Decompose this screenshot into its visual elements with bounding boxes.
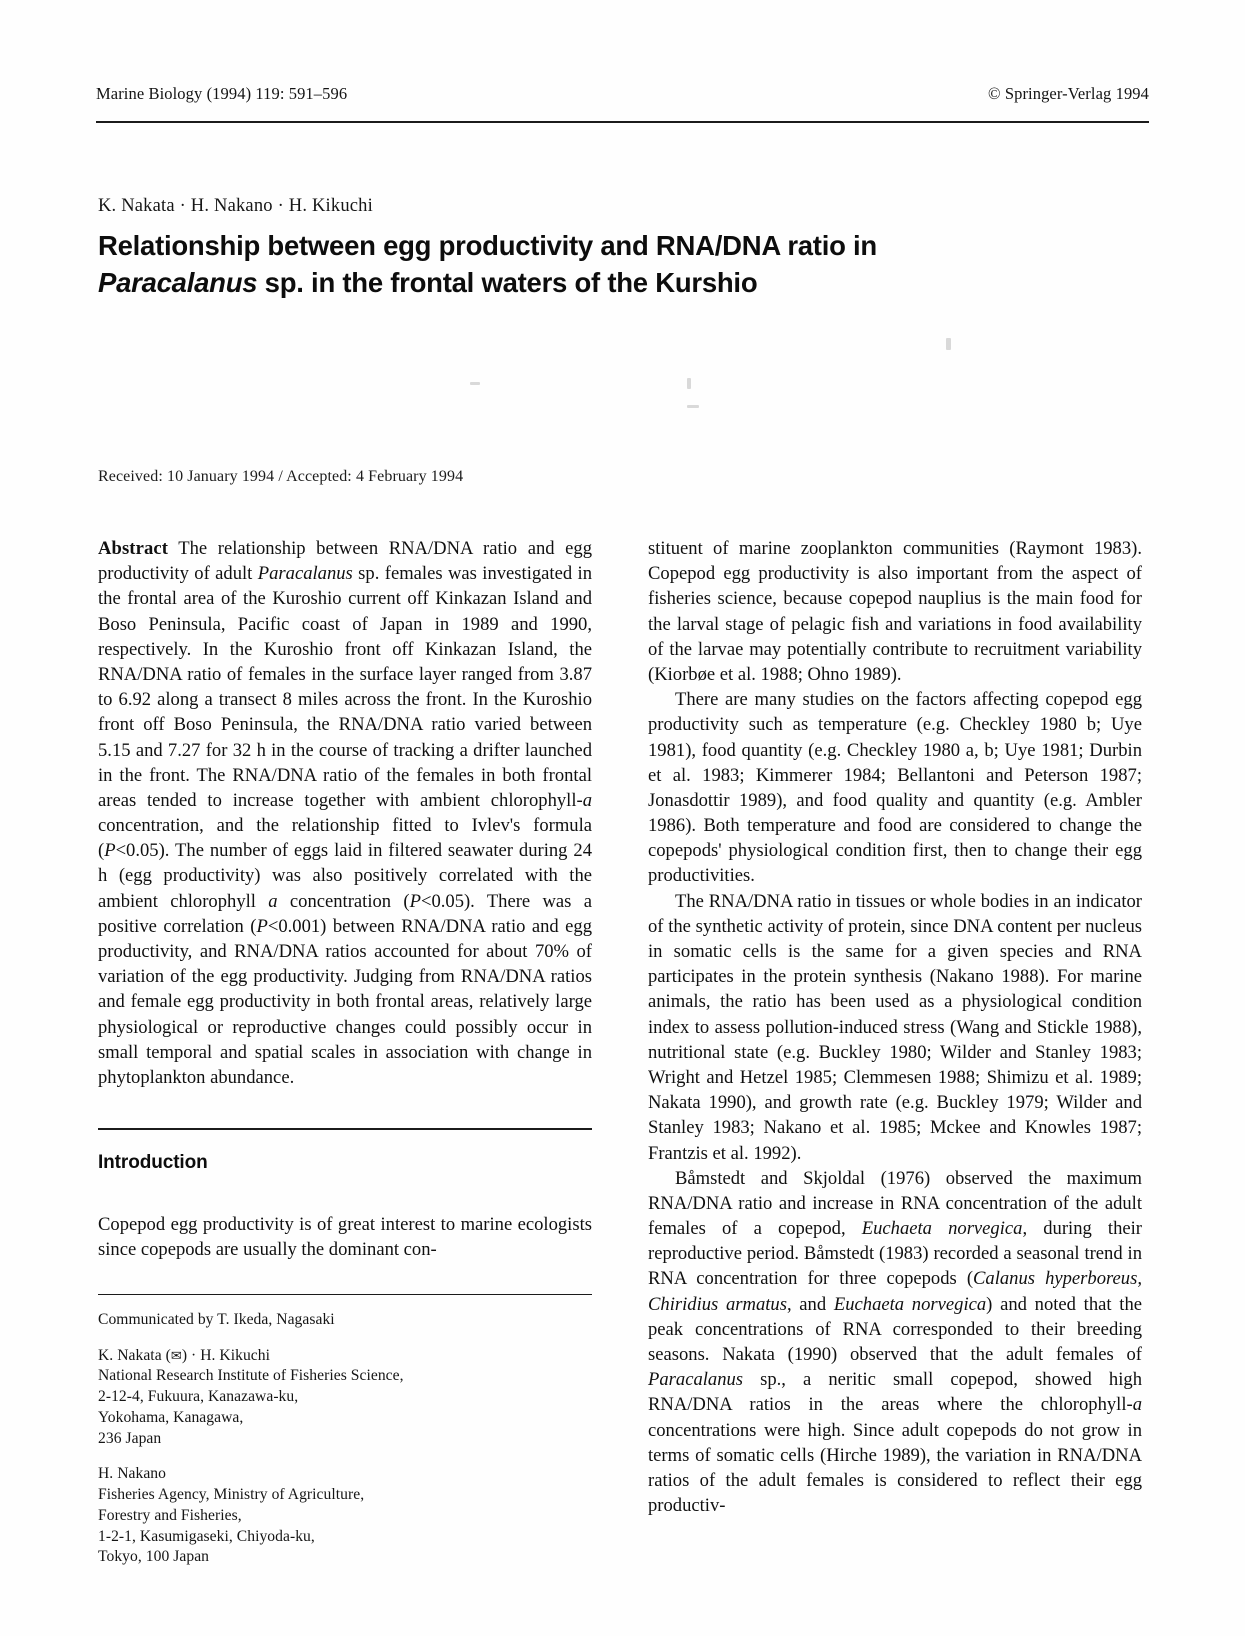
abstract-text-6: <0.05). There was a positive correlation ( — [98, 890, 592, 937]
scan-speck — [470, 382, 480, 385]
abstract-paragraph — [98, 536, 592, 1090]
body-column-right — [648, 536, 1142, 1518]
abstract-italic-p-3: P — [256, 915, 268, 937]
abstract-text-7: <0.001) between RNA/DNA ratio and egg productivity, and RNA/DNA ratios accounted for about 70% of variation of the egg productivity. Judging from RNA/DNA ratios and female egg productivity in both frontal areas, relatively large physiological or reproductive changes could possibly occur in small temporal and spatial scales in association with change in phytoplankton abundance. — [98, 915, 592, 1088]
author2-address-line-4: Tokyo, 100 Japan — [98, 1548, 210, 1566]
p4-text-2: , during their reproductive period. Båmstedt (1983) recorded a seasonal trend in RNA concentration for three copepods ( — [648, 1218, 1142, 1290]
abstract-text-3: concentration, and the relationship fitted to Ivlev's formula ( — [98, 815, 592, 862]
p4-italic-a: a — [1132, 1394, 1142, 1416]
p4-text-6: concentrations were high. Since adult copepods do not grow in terms of somatic cells (Hirche 1989), the variation in RNA/DNA ratios of the adult females is considered to reflect their egg productiv- — [648, 1419, 1142, 1517]
p4-species-4: Paracalanus — [648, 1369, 744, 1391]
abstract-text-1: The relationship between RNA/DNA ratio and egg productivity of adult — [98, 538, 592, 585]
footnote-rule — [98, 1294, 592, 1295]
p4-species-1: Euchaeta norvegica — [861, 1218, 1023, 1240]
author1-address-line-1: National Research Institute of Fisheries Science, — [98, 1367, 404, 1385]
received-accepted-dates: Received: 10 January 1994 / Accepted: 4 February 1994 — [98, 468, 464, 485]
abstract-label: Abstract — [98, 538, 168, 559]
footnote-block — [98, 1310, 598, 1568]
intro-paragraph-2: There are many studies on the factors affecting copepod egg productivity such as temperature (e.g. Checkley 1980 b; Uye 1981), food quantity (e.g. Checkley 1980 a, b; Uye 1981; Durbin et al. 1983; Kimmerer 1984; Bellantoni and Peterson 1987; Jonasdottir 1989), and food quality and quantity (e.g. Ambler 1986). Both temperature and food are considered to change the copepods' physiological condition first, then to change their egg productivities. — [648, 689, 1142, 887]
p4-text-3: , and — [786, 1293, 834, 1315]
intro-paragraph-3: The RNA/DNA ratio in tissues or whole bodies in an indicator of the synthetic activity of protein, since DNA content per nucleus in somatic cells is the same for a given species and RNA participates in the protein synthesis (Nakano 1988). For marine animals, the ratio has been used as a physiological condition index to assess pollution-induced stress (Wang and Stickle 1988), nutritional state (e.g. Buckley 1980; Wilder and Stanley 1983; Wright and Hetzel 1985; Clemmesen 1988; Shimizu et al. 1989; Nakata 1990), and growth rate (e.g. Buckley 1979; Wilder and Stanley 1983; Nakano et al. 1985; Mckee and Knowles 1987; Frantzis et al. 1992). — [648, 890, 1142, 1164]
title-line-2: sp. in the frontal waters of the Kurshio — [257, 266, 758, 298]
abstract-italic-p-2: P — [409, 890, 421, 912]
p4-text-4: ) and noted that the peak concentrations of RNA corresponded to their breeding seasons. Nakata (1990) observed that the adult females of — [648, 1293, 1142, 1365]
author2-address-line-3: 1-2-1, Kasumigaseki, Chiyoda-ku, — [98, 1527, 315, 1545]
copyright-notice: © Springer-Verlag 1994 — [987, 84, 1149, 103]
abstract-italic-p-1: P — [104, 840, 116, 862]
page-title — [98, 228, 1028, 302]
abstract-text-2: sp. females was investigated in the frontal area of the Kuroshio current off Kinkazan Island and Boso Peninsula, Pacific coast of Japan in 1989 and 1990, respectively. In the Kuroshio front off Kinkazan Island, the RNA/DNA ratio of females in the surface layer ranged from 3.87 to 6.92 along a transect 8 miles across the front. In the Kuroshio front off Boso Peninsula, the RNA/DNA ratio varied between 5.15 and 7.27 for 32 h in the course of tracking a drifter launched in the front. The RNA/DNA ratio of the females in both frontal areas tended to increase together with ambient chlorophyll- — [98, 563, 592, 811]
p4-text-1: Båmstedt and Skjoldal (1976) observed the maximum RNA/DNA ratio and increase in RNA concentration of the adult females of a copepod, — [648, 1167, 1142, 1240]
author-list: K. Nakata · H. Nakano · H. Kikuchi — [98, 196, 373, 216]
communicated-by: Communicated by T. Ikeda, Nagasaki — [98, 1311, 335, 1328]
second-author-affiliation — [98, 1464, 598, 1568]
header-rule — [96, 121, 1149, 123]
intro-paragraph-4 — [648, 1166, 1142, 1519]
p4-species-2: Calanus hyperboreus, Chiridius armatus — [648, 1268, 1142, 1315]
author1-address-line-2: 2-12-4, Fukuura, Kanazawa-ku, — [98, 1388, 299, 1406]
scan-speck — [946, 338, 951, 350]
author2-address-line-1: Fisheries Agency, Ministry of Agriculture, — [98, 1486, 365, 1504]
section-heading-introduction: Introduction — [98, 1152, 208, 1173]
abstract-text-4: <0.05). The number of eggs laid in filtered seawater during 24 h (egg productivity) was also positively correlated with the ambient chlorophyll — [98, 840, 592, 912]
author1-address-line-3: Yokohama, Kanagawa, — [98, 1408, 244, 1426]
abstract-italic-a-2: a — [268, 890, 278, 912]
p4-species-3: Euchaeta norvegica — [833, 1293, 987, 1315]
p4-text-5: sp., a neritic small copepod, showed high RNA/DNA ratios in the areas where the chlorophyll- — [648, 1369, 1142, 1416]
scan-speck — [687, 378, 691, 389]
author1-name-post: ) · H. Kikuchi — [181, 1346, 270, 1364]
author2-address-line-2: Forestry and Fisheries, — [98, 1506, 242, 1524]
running-head — [96, 84, 1149, 104]
title-line-1: Relationship between egg productivity and RNA/DNA ratio in — [98, 230, 877, 261]
title-species-name: Paracalanus — [98, 266, 258, 298]
abstract-italic-a-1: a — [582, 789, 592, 811]
abstract-text-5: concentration ( — [277, 890, 410, 912]
author1-address-line-4: 236 Japan — [98, 1429, 162, 1447]
introduction-paragraph-left: Copepod egg productivity is of great interest to marine ecologists since copepods are usually the dominant con- — [98, 1214, 592, 1261]
author1-name-pre: K. Nakata ( — [98, 1346, 171, 1364]
abstract-species-1: Paracalanus — [257, 563, 353, 585]
introduction-rule — [98, 1128, 592, 1130]
abstract-column — [98, 536, 592, 1090]
intro-paragraph-1-continued: stituent of marine zooplankton communities (Raymont 1983). Copepod egg productivity is also important from the aspect of fisheries science, because copepod nauplius is the main food for the larval stage of pelagic fish and variations in food availability of the larvae may potentially contribute to recruitment variability (Kiorbøe et al. 1988; Ohno 1989). — [648, 538, 1142, 685]
journal-citation: Marine Biology (1994) 119: 591–596 — [96, 84, 348, 103]
corresponding-author-affiliation — [98, 1346, 598, 1450]
envelope-icon: ✉ — [170, 1348, 182, 1364]
scan-speck — [687, 405, 699, 408]
author2-name: H. Nakano — [98, 1465, 167, 1483]
